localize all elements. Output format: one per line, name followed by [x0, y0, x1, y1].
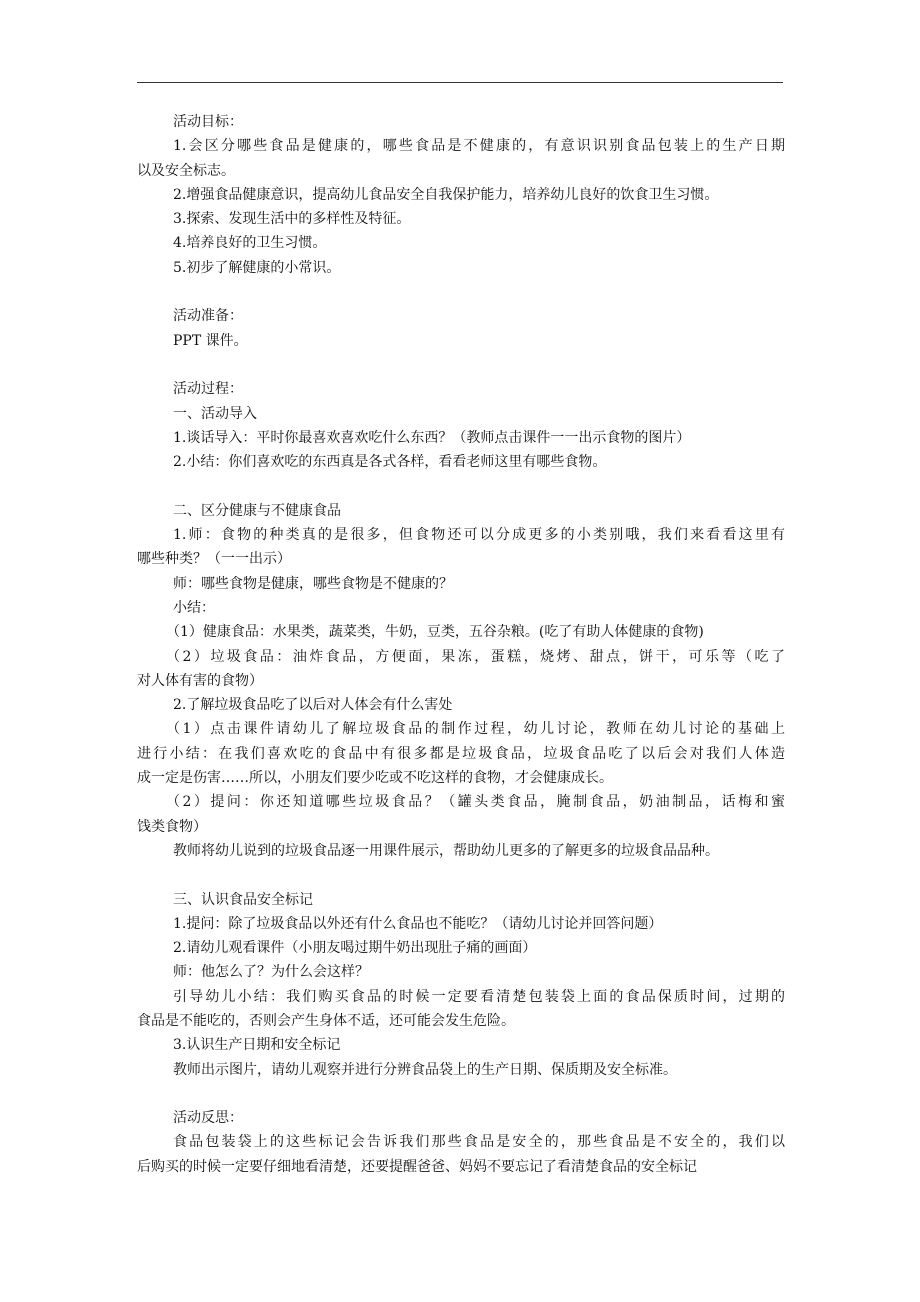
process-part2-line-13: 饯类食物） [137, 818, 207, 835]
process-part2-line-2: 哪些种类？（一一出示） [137, 551, 291, 568]
process-part2-line-6: （2）垃圾食品：油炸食品，方便面，果冻，蛋糕，烧烤、甜点，饼干，可乐等（吃了 [166, 648, 785, 665]
process-part3-line-4: 引导幼儿小结：我们购买食品的时候一定要看清楚包装袋上面的食品保质时间，过期的 [173, 988, 785, 1005]
reflection-line-1: 食品包装袋上的这些标记会告诉我们那些食品是安全的，那些食品是不安全的，我们以 [173, 1134, 785, 1151]
process-part2-line-10: 进行小结：在我们喜欢吃的食品中有很多都是垃圾食品，垃圾食品吃了以后会对我们人体造 [137, 745, 785, 762]
process-part3-line-6: 3.认识生产日期和安全标记 [173, 1037, 341, 1054]
process-part3-line-5: 食品是不能吃的，否则会产生身体不适，还可能会发生危险。 [137, 1012, 515, 1029]
process-part3-line-3: 师：他怎么了？为什么会这样？ [173, 964, 369, 981]
goals-line-3: 2.增强食品健康意识，提高幼儿食品安全自我保护能力，培养幼儿良好的饮食卫生习惯。 [173, 186, 719, 203]
process-part2-line-9: （1）点击课件请幼儿了解垃圾食品的制作过程，幼儿讨论，教师在幼儿讨论的基础上 [166, 721, 785, 738]
reflection-line-2: 后购买的时候一定要仔细地看清楚，还要提醒爸爸、妈妈不要忘记了看清楚食品的安全标记 [137, 1158, 697, 1175]
spacer [173, 1082, 785, 1106]
process-part2-title: 二、区分健康与不健康食品 [173, 502, 341, 519]
document-body [137, 110, 785, 1179]
process-part3-line-1: 1.提问：除了垃圾食品以外还有什么食品也不能吃？（请幼儿讨论并回答问题） [173, 915, 663, 932]
process-part2-line-5: （1）健康食品：水果类，蔬菜类，牛奶，豆类，五谷杂粮。(吃了有助人体健康的食物) [166, 624, 704, 641]
process-part2-line-14: 教师将幼儿说到的垃圾食品逐一用课件展示，帮助幼儿更多的了解更多的垃圾食品品种。 [173, 842, 719, 859]
process-heading: 活动过程： [173, 381, 243, 398]
reflection-heading: 活动反思： [173, 1110, 243, 1127]
process-part1-line-1: 1.谈话导入：平时你最喜欢喜欢吃什么东西？（教师点击课件一一出示食物的图片） [173, 429, 691, 446]
spacer [173, 280, 785, 304]
process-part3-line-7: 教师出示图片，请幼儿观察并进行分辨食品袋上的生产日期、保质期及安全标准。 [173, 1061, 677, 1078]
goals-heading: 活动目标： [173, 114, 243, 130]
process-part2-line-12: （2）提问：你还知道哪些垃圾食品？（罐头类食品，腌制食品，奶油制品，话梅和蜜 [166, 794, 785, 811]
spacer [173, 863, 785, 887]
process-part1-line-2: 2.小结：你们喜欢吃的东西真是各式各样，看看老师这里有哪些食物。 [173, 454, 607, 471]
spacer [173, 353, 785, 377]
process-part3-title: 三、认识食品安全标记 [173, 891, 313, 908]
goals-line-5: 4.培养良好的卫生习惯。 [173, 235, 327, 252]
process-part2-line-3: 师：哪些食物是健康，哪些食物是不健康的？ [173, 575, 453, 592]
goals-line-1: 1.会区分哪些食品是健康的，哪些食品是不健康的，有意识识别食品包装上的生产日期 [173, 138, 785, 155]
process-part2-line-7: 对人体有害的食物） [137, 672, 263, 689]
process-part2-line-11: 成一定是伤害……所以，小朋友们要少吃或不吃这样的食物，才会健康成长。 [137, 770, 613, 787]
goals-line-4: 3.探索、发现生活中的多样性及特征。 [173, 211, 411, 228]
spacer [173, 474, 785, 498]
header-rule [137, 82, 783, 83]
prep-line-1: PPT 课件。 [173, 332, 248, 349]
prep-heading: 活动准备： [173, 308, 243, 325]
process-part2-line-4: 小结： [173, 599, 215, 616]
goals-line-6: 5.初步了解健康的小常识。 [173, 259, 341, 276]
process-part1-title: 一、活动导入 [173, 405, 257, 422]
process-part3-line-2: 2.请幼儿观看课件（小朋友喝过期牛奶出现肚子痛的画面） [173, 940, 537, 957]
process-part2-line-1: 1.师：食物的种类真的是很多，但食物还可以分成更多的小类别哦，我们来看看这里有 [173, 527, 785, 544]
goals-line-2: 以及安全标志。 [137, 162, 235, 179]
process-part2-line-8: 2.了解垃圾食品吃了以后对人体会有什么害处 [173, 697, 453, 714]
